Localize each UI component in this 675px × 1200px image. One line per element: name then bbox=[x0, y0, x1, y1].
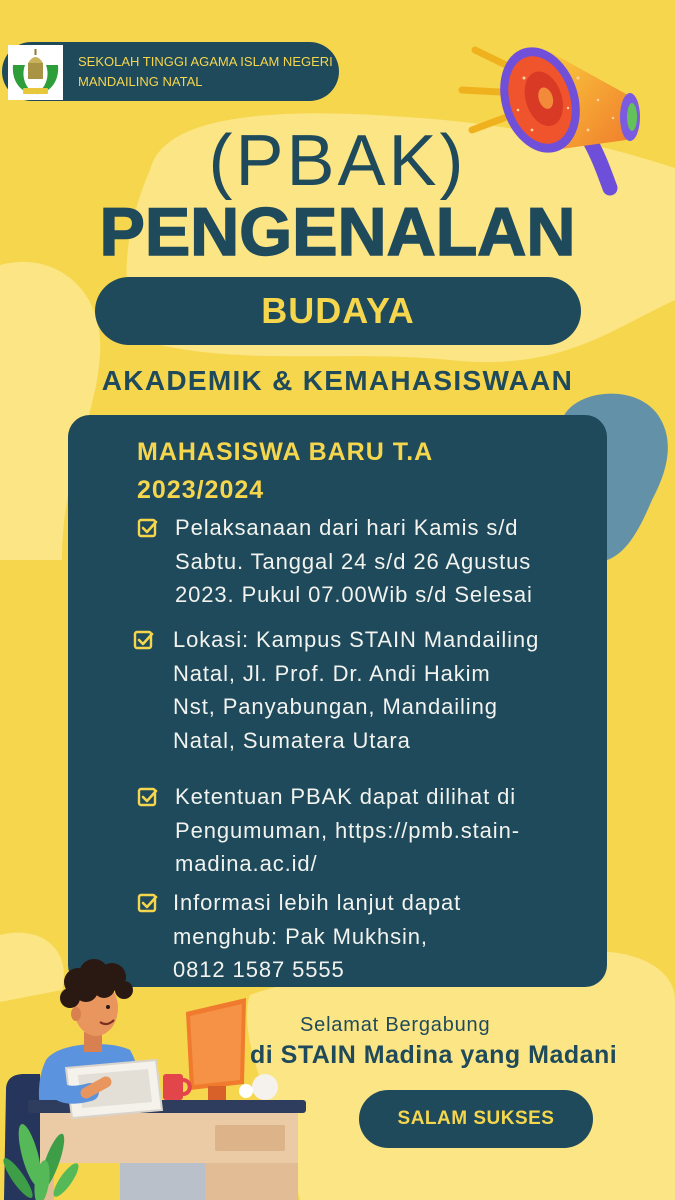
info-item-line: 0812 1587 5555 bbox=[173, 957, 345, 982]
institution-header bbox=[2, 42, 339, 101]
info-heading-line2: 2023/2024 bbox=[137, 476, 265, 504]
ear bbox=[71, 1007, 81, 1021]
welcome-greeting: Selamat Bergabung bbox=[300, 1014, 491, 1036]
desk-drawer bbox=[215, 1125, 285, 1151]
event-subtitle: AKADEMIK & KEMAHASISWAAN bbox=[101, 365, 574, 396]
event-acronym: (PBAK) bbox=[208, 121, 467, 201]
info-item-line: menghub: Pak Mukhsin, bbox=[173, 923, 428, 949]
info-item-line: Informasi lebih lanjut dapat bbox=[173, 890, 462, 915]
checkbox-icon bbox=[137, 517, 159, 539]
checkbox-icon bbox=[137, 786, 159, 808]
info-item-line: Nst, Panyabungan, Mandailing bbox=[173, 694, 498, 719]
info-item-location bbox=[133, 623, 573, 763]
event-title-highlight-pill bbox=[95, 277, 581, 345]
salam-sukses-badge bbox=[359, 1090, 593, 1148]
info-item-line: Sabtu. Tanggal 24 s/d 26 Agustus bbox=[175, 548, 532, 574]
info-item-line: Pelaksanaan dari hari Kamis s/d bbox=[175, 515, 519, 540]
desk-drawer-unit bbox=[205, 1163, 298, 1200]
info-item-line: Lokasi: Kampus STAIN Mandailing bbox=[173, 627, 540, 652]
info-item-text bbox=[173, 623, 539, 757]
event-title-highlight: BUDAYA bbox=[261, 290, 415, 331]
info-item-line: madina.ac.id/ bbox=[175, 851, 318, 876]
desk-lamp bbox=[239, 1074, 278, 1100]
info-item-line: Natal, Jl. Prof. Dr. Andi Hakim bbox=[173, 660, 491, 686]
info-card bbox=[68, 415, 607, 987]
info-heading bbox=[137, 433, 433, 509]
checkbox-icon bbox=[137, 892, 159, 914]
red-mug bbox=[163, 1074, 190, 1100]
event-title-main: PENGENALAN bbox=[99, 194, 576, 270]
institution-name-line1: SEKOLAH TINGGI AGAMA ISLAM NEGERI bbox=[78, 54, 333, 69]
info-item-text bbox=[175, 780, 520, 881]
info-item-line: Natal, Sumatera Utara bbox=[173, 727, 411, 753]
institution-name bbox=[78, 52, 333, 92]
stain-madina-logo bbox=[8, 45, 63, 100]
salam-sukses-label: SALAM SUKSES bbox=[397, 1108, 555, 1129]
institution-name-line2: MANDAILING NATAL bbox=[78, 74, 203, 89]
eye bbox=[106, 1005, 110, 1009]
info-item-line: Ketentuan PBAK dapat dilihat di bbox=[175, 784, 517, 809]
info-item-line: Pengumuman, https://pmb.stain- bbox=[175, 817, 520, 843]
info-item-text bbox=[175, 511, 533, 612]
checkbox-icon bbox=[133, 629, 155, 651]
welcome-tagline: di STAIN Madina yang Madani bbox=[250, 1041, 618, 1069]
legs bbox=[120, 1162, 205, 1200]
info-item-line: 2023. Pukul 07.00Wib s/d Selesai bbox=[175, 582, 533, 607]
computer-monitor bbox=[186, 998, 246, 1100]
person-at-desk-illustration bbox=[0, 950, 320, 1200]
info-heading-line1: MAHASISWA BARU T.A bbox=[137, 438, 434, 466]
